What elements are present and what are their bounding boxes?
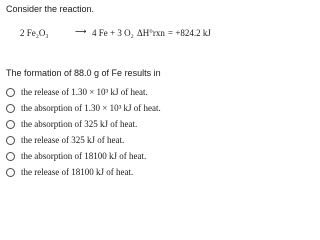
enthalpy-value: = +824.2 kJ (168, 28, 211, 38)
enthalpy-label: ΔH°rxn (137, 28, 165, 38)
answer-option-label: the absorption of 18100 kJ of heat. (21, 151, 147, 161)
answer-option-label: the absorption of 325 kJ of heat. (21, 119, 138, 129)
answer-option-label: the release of 325 kJ of heat. (21, 135, 125, 145)
radio-button[interactable] (6, 168, 15, 177)
answer-option[interactable] (6, 118, 196, 134)
question-intro: Consider the reaction. (6, 4, 95, 14)
radio-button[interactable] (6, 152, 15, 161)
radio-button[interactable] (6, 120, 15, 129)
answer-option[interactable] (6, 150, 196, 166)
answer-option[interactable] (6, 134, 196, 150)
answer-option[interactable] (6, 166, 196, 182)
answer-option[interactable] (6, 86, 196, 102)
question-prompt: The formation of 88.0 g of Fe results in (6, 68, 161, 78)
radio-button[interactable] (6, 104, 15, 113)
reaction-arrow-icon: ⟶ (75, 27, 87, 36)
equation-products: 4 Fe + 3 O₂ (92, 28, 134, 38)
equation-reactants: 2 Fe₂O₃ (20, 28, 49, 38)
radio-button[interactable] (6, 136, 15, 145)
reaction-equation (20, 27, 211, 43)
answer-option-label: the absorption of 1.30 × 10³ kJ of heat. (21, 103, 161, 113)
radio-button[interactable] (6, 88, 15, 97)
answer-options (6, 86, 196, 182)
answer-option-label: the release of 18100 kJ of heat. (21, 167, 134, 177)
answer-option[interactable] (6, 102, 196, 118)
answer-option-label: the release of 1.30 × 10³ kJ of heat. (21, 87, 148, 97)
